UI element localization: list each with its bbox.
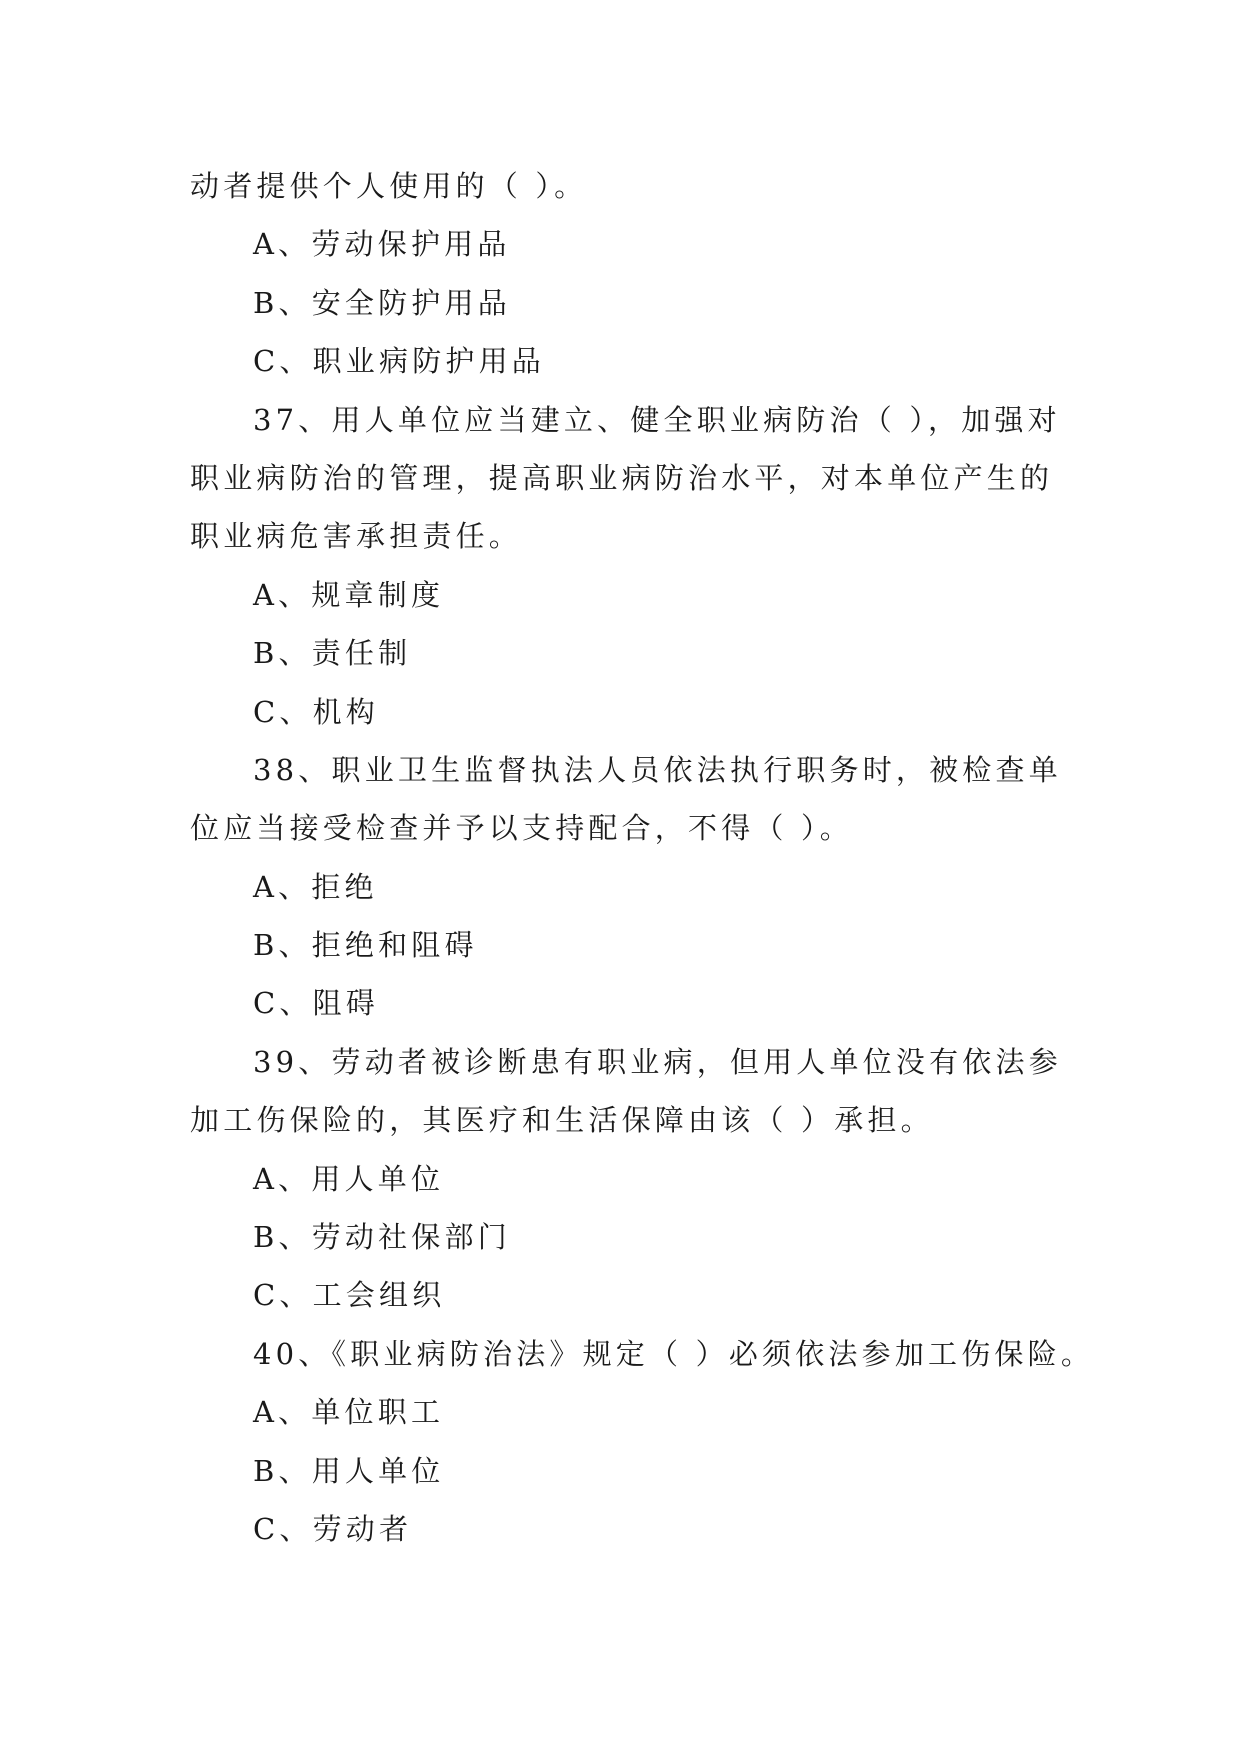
text-line: C、机构 (253, 694, 379, 729)
text-line: A、劳动保护用品 (253, 227, 511, 262)
text-line: 38、职业卫生监督执法人员依法执行职务时，被检查单 (253, 752, 1062, 787)
text-line: A、规章制度 (253, 577, 445, 612)
text-line: 40、《职业病防治法》规定（ ）必须依法参加工伤保险。 (253, 1336, 1095, 1371)
text-line: C、劳动者 (253, 1511, 413, 1546)
text-line: B、劳动社保部门 (253, 1220, 511, 1255)
text-line: 37、用人单位应当建立、健全职业病防治（ ），加强对 (253, 402, 1061, 437)
text-line: 加工伤保险的，其医疗和生活保障由该（ ）承担。 (190, 1103, 934, 1138)
text-line: B、责任制 (253, 636, 412, 671)
text-line: 职业病防治的管理，提高职业病防治水平，对本单位产生的 (190, 460, 1054, 495)
text-line: B、用人单位 (253, 1453, 445, 1488)
text-line: 动者提供个人使用的（ ）。 (190, 169, 588, 203)
text-line: B、安全防护用品 (253, 285, 511, 320)
text-line: A、用人单位 (253, 1161, 445, 1196)
text-line: 39、劳动者被诊断患有职业病，但用人单位没有依法参 (253, 1044, 1062, 1079)
text-line: C、阻碍 (253, 986, 379, 1021)
text-line: B、拒绝和阻碍 (253, 928, 478, 963)
text-line: 职业病危害承担责任。 (190, 519, 523, 554)
text-line: 位应当接受检查并予以支持配合，不得（ ）。 (190, 811, 853, 846)
text-line: A、拒绝 (253, 869, 378, 904)
text-line: C、工会组织 (253, 1278, 446, 1313)
text-line: C、职业病防护用品 (253, 344, 545, 379)
text-line: A、单位职工 (253, 1395, 445, 1430)
document-body (190, 157, 1095, 1558)
